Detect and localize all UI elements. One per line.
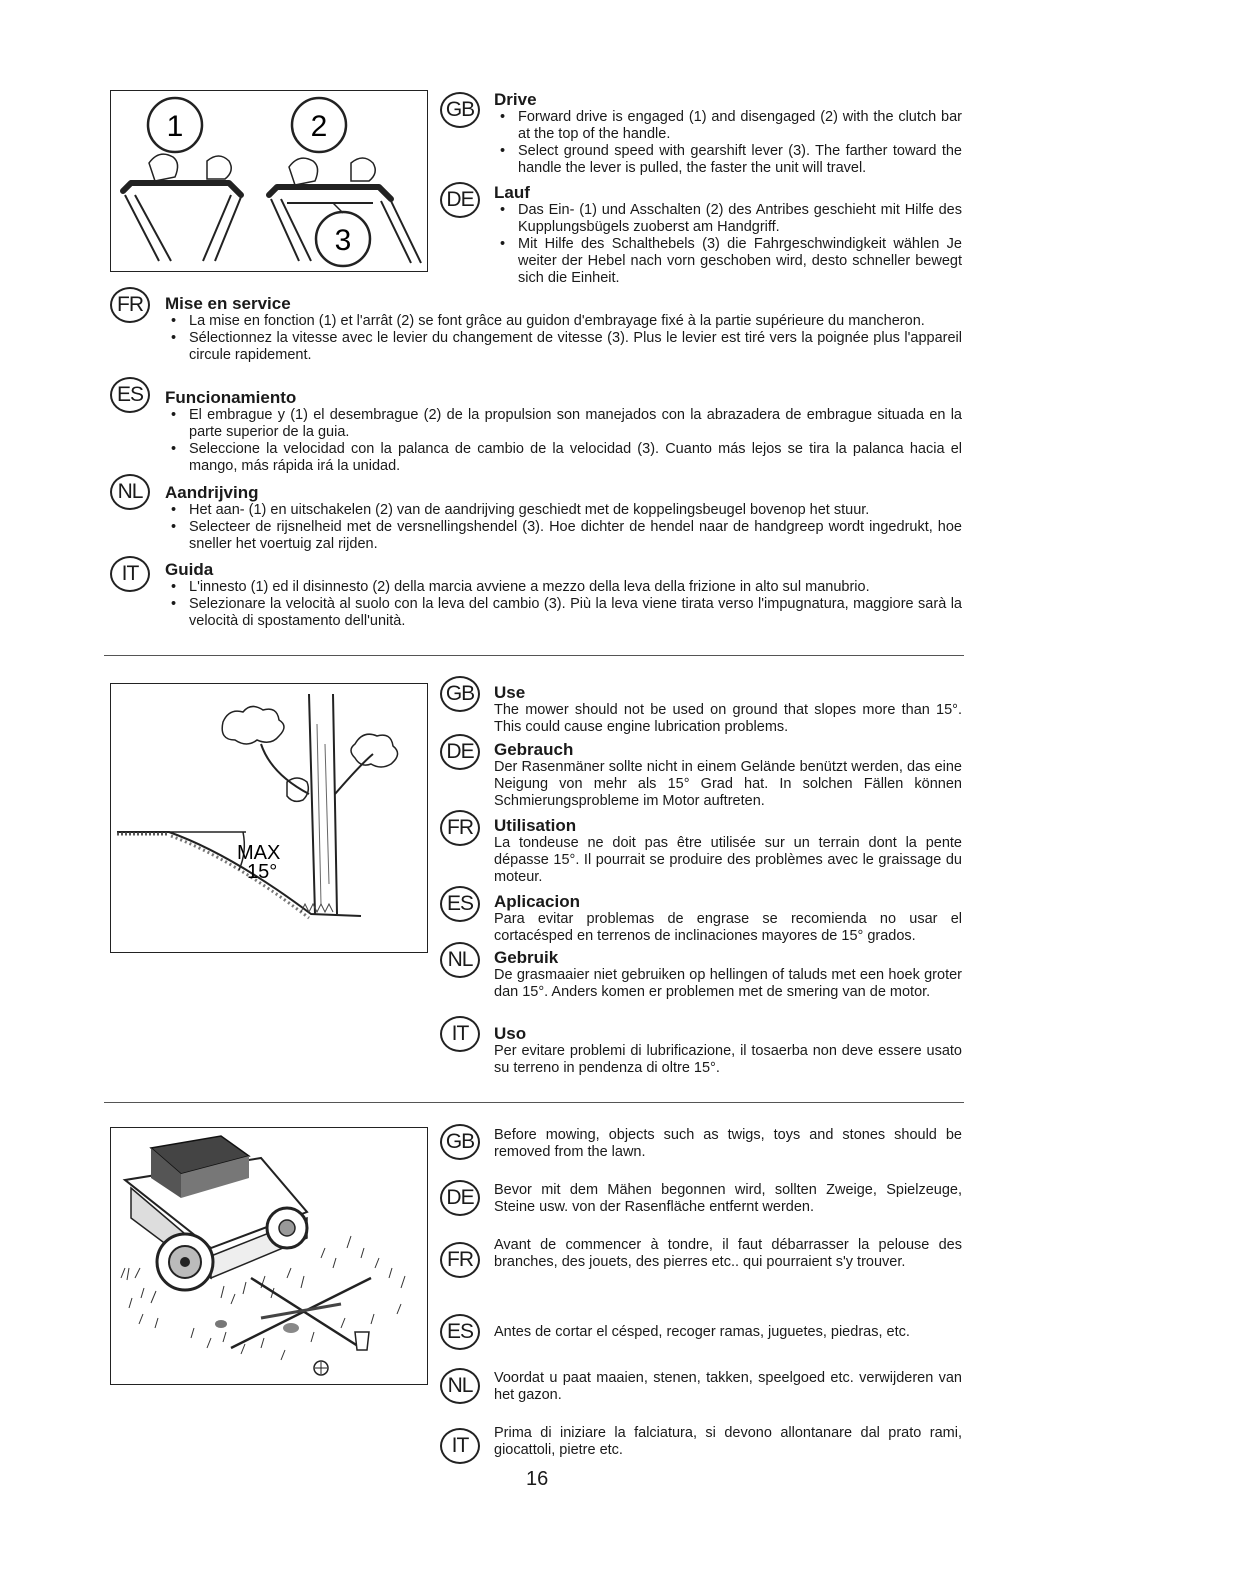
drive-gb-title: Drive (494, 90, 537, 109)
page-number: 16 (526, 1468, 549, 1490)
use-gb-block (494, 683, 962, 736)
drive-it-title: Guida (165, 560, 214, 579)
drive-de-title: Lauf (494, 183, 530, 202)
drive-de-bullet: • Das Ein- (1) und Asschalten (2) des Antribes geschieht mit Hilfe des Kupplungsbügels zuoberst am Handgriff. (494, 202, 962, 236)
lang-badge-it: IT (110, 556, 150, 592)
clear-es-text: Antes de cortar el césped, recoger ramas, juguetes, piedras, etc. (494, 1324, 910, 1340)
drive-gb-block (494, 90, 962, 177)
slope-illustration (110, 683, 428, 953)
use-it-title: Uso (494, 1024, 527, 1043)
max-label: MAX (237, 842, 281, 864)
lang-badge-de: DE (440, 734, 480, 770)
use-es-block (494, 892, 962, 945)
slope-drawing (111, 684, 426, 951)
drive-es-bullet: • Seleccione la velocidad con la palanca de cambio de la velocidad (3). Cuanto más lejos se tira la palanca hacia el mango, más rápida irá la unidad. (165, 441, 962, 475)
drive-gb-bullet: • Select ground speed with gearshift lever (3). The farther toward the handle the lever is pulled, the faster the unit will travel. (494, 143, 962, 177)
mower-lawn-illustration (110, 1127, 428, 1385)
use-de-text: Der Rasenmäner sollte nicht in einem Gelände benützt werden, das eine Neigung von mehr als 15° Grad hat. In solchen Fällen können Schmierungsprobleme im Motor auftreten. (494, 759, 962, 809)
drive-nl-bullet: • Selecteer de rijsnelheid met de versnellingshendel (3). Hoe dichter de hendel naar de handgreep wordt ingedrukt, hoe sneller het voertuig zal rijden. (165, 519, 962, 553)
drive-it-block (165, 560, 962, 630)
clear-de-block (494, 1182, 962, 1216)
drive-gb-bullet: • Forward drive is engaged (1) and disengaged (2) with the clutch bar at the top of the handle. (494, 109, 962, 143)
lang-badge-es: ES (440, 1314, 480, 1350)
drive-fr-block (165, 294, 962, 364)
section-divider (104, 655, 964, 656)
lang-badge-de: DE (440, 1180, 480, 1216)
clear-it-block (494, 1425, 962, 1459)
section-divider (104, 1102, 964, 1103)
lang-badge-de: DE (440, 182, 480, 218)
use-fr-text: La tondeuse ne doit pas être utilisée sur un terrain dont la pente dépasse 15°. Il pourrait se produire des problèmes avec le graissage du moteur. (494, 835, 962, 885)
clear-es-block (494, 1324, 962, 1341)
lang-badge-fr: FR (440, 1242, 480, 1278)
use-es-title: Aplicacion (494, 892, 580, 911)
drive-illustration (110, 90, 428, 272)
clear-it-text: Prima di iniziare la falciatura, si devono allontanare dal prato rami, giocattoli, pietre etc. (494, 1425, 962, 1458)
lang-badge-it: IT (440, 1428, 480, 1464)
drive-it-bullet: • Selezionare la velocità al suolo con la leva del cambio (3). Più la leva viene tirata verso l'impugnatura, maggiore sarà la velocità di spostamento dell'unità. (165, 596, 962, 630)
callout-1: 1 (166, 110, 184, 143)
clear-nl-block (494, 1370, 962, 1404)
lang-badge-gb: GB (440, 1124, 480, 1160)
use-nl-title: Gebruik (494, 948, 559, 967)
drive-de-block (494, 183, 962, 287)
use-de-block (494, 740, 962, 810)
drive-es-block (165, 388, 962, 475)
mower-drawing (111, 1128, 426, 1383)
lang-badge-gb: GB (440, 92, 480, 128)
use-it-text: Per evitare problemi di lubrificazione, il tosaerba non deve essere usato su terreno in pendenza di oltre 15°. (494, 1043, 962, 1076)
drive-fr-bullet: • Sélectionnez la vitesse avec le levier du changement de vitesse (3). Plus le levier est tiré vers la poignée plus l'appareil circule rapidement. (165, 330, 962, 364)
drive-es-bullet: • El embrague y (1) el desembrague (2) de la propulsion son manejados con la abrazadera de embrague situada en la parte superior de la guia. (165, 407, 962, 441)
clear-de-text: Bevor mit dem Mähen begonnen wird, sollten Zweige, Spielzeuge, Steine usw. von der Rasenfläche entfernt werden. (494, 1182, 962, 1215)
lang-badge-gb: GB (440, 676, 480, 712)
lang-badge-fr: FR (440, 810, 480, 846)
drive-nl-block (165, 483, 962, 553)
clear-fr-block (494, 1237, 962, 1271)
use-es-text: Para evitar problemas de engrase se recomienda no usar el cortacésped en terrenos de inclinaciones mayores de 15° grados. (494, 911, 962, 944)
callout-2: 2 (310, 110, 328, 143)
lang-badge-it: IT (440, 1016, 480, 1052)
lang-badge-fr: FR (110, 287, 150, 323)
use-de-title: Gebrauch (494, 740, 574, 759)
clear-nl-text: Voordat u paat maaien, stenen, takken, speelgoed etc. verwijderen van het gazon. (494, 1370, 962, 1403)
drive-nl-bullet: • Het aan- (1) en uitschakelen (2) van de aandrijving geschiedt met de koppelingsbeugel bovenop het stuur. (165, 502, 962, 519)
clear-gb-block (494, 1127, 962, 1161)
lang-badge-nl: NL (110, 474, 150, 510)
drive-fr-bullet: • La mise en fonction (1) et l'arrât (2) se font grâce au guidon d'embrayage fixé à la partie supérieure du mancheron. (165, 313, 962, 330)
use-fr-title: Utilisation (494, 816, 577, 835)
drive-fr-title: Mise en service (165, 294, 291, 313)
use-it-block (494, 1024, 962, 1077)
callout-3: 3 (334, 224, 352, 257)
drive-nl-title: Aandrijving (165, 483, 259, 502)
use-gb-text: The mower should not be used on ground that slopes more than 15°. This could cause engine lubrication problems. (494, 702, 962, 735)
drive-es-title: Funcionamiento (165, 388, 297, 407)
use-nl-block (494, 948, 962, 1001)
lang-badge-es: ES (110, 377, 150, 413)
handle-drawing (111, 91, 426, 270)
use-gb-title: Use (494, 683, 526, 702)
drive-de-bullet: • Mit Hilfe des Schalthebels (3) die Fahrgeschwindigkeit wählen Je weiter der Hebel nach vorn geschoben wird, desto schneller bewegt sich die Einheit. (494, 236, 962, 287)
lang-badge-es: ES (440, 886, 480, 922)
clear-fr-text: Avant de commencer à tondre, il faut débarrasser la pelouse des branches, des jouets, des pierres etc.. qui pourraient s'y trouver. (494, 1237, 962, 1270)
use-fr-block (494, 816, 962, 886)
lang-badge-nl: NL (440, 1368, 480, 1404)
use-nl-text: De grasmaaier niet gebruiken op hellingen of taluds met een hoek groter dan 15°. Anders komen er problemen met de smering van de motor. (494, 967, 962, 1000)
drive-it-bullet: • L'innesto (1) ed il disinnesto (2) della marcia avviene a mezzo della leva della frizione in alto sul manubrio. (165, 579, 962, 596)
angle-label: 15° (247, 861, 278, 883)
lang-badge-nl: NL (440, 942, 480, 978)
clear-gb-text: Before mowing, objects such as twigs, toys and stones should be removed from the lawn. (494, 1127, 962, 1160)
